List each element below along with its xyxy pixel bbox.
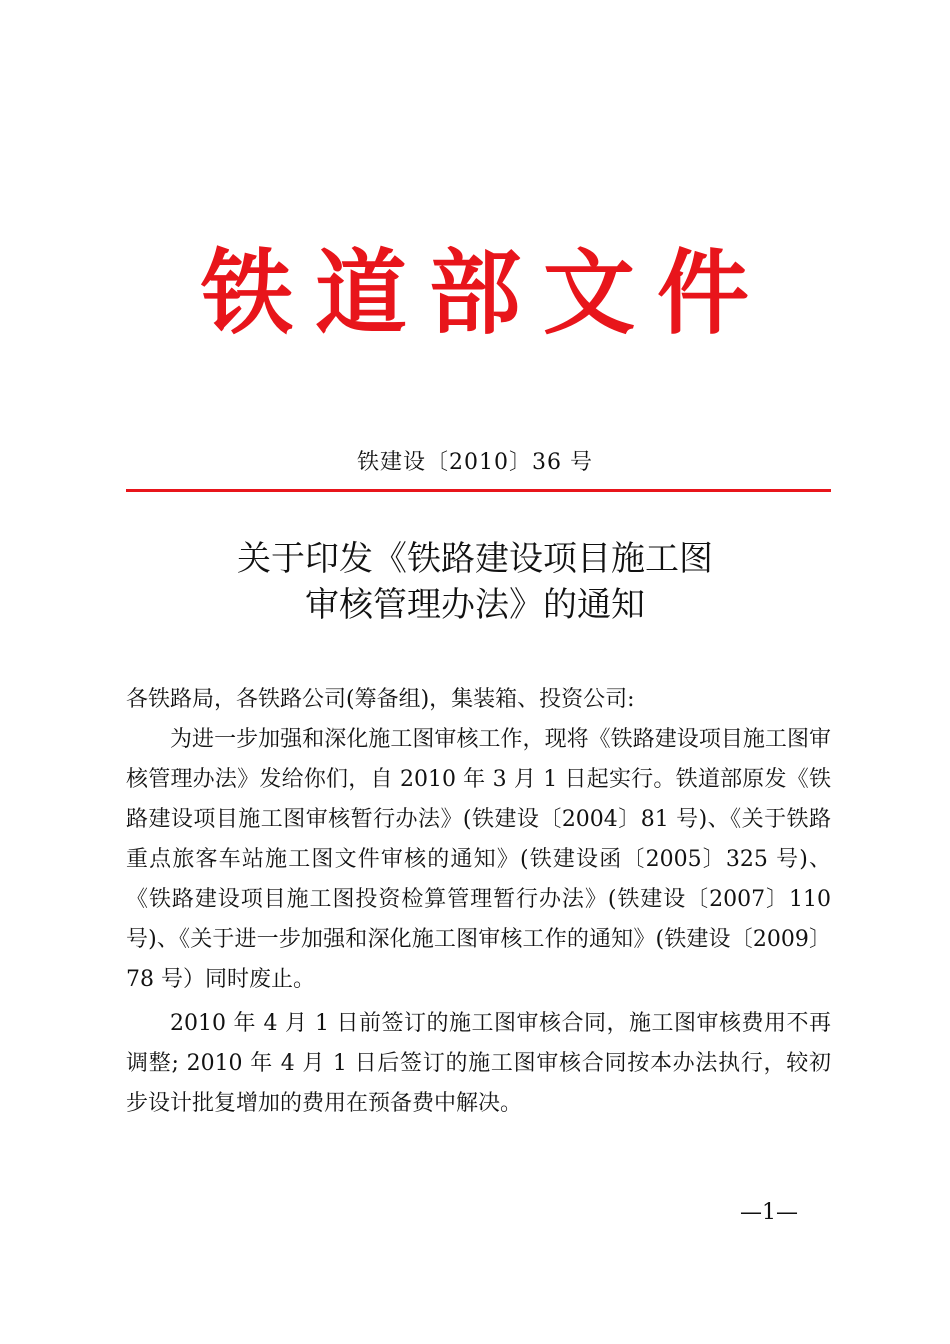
title-line-2: 审核管理办法》的通知 [305,585,645,625]
body-paragraph-2: 2010 年 4 月 1 日前签订的施工图审核合同，施工图审核费用不再调整; 2010 年 4 月 1 日后签订的施工图审核合同按本办法执行，较初步设计批复增加的费用在预备费中解决。 [126,1011,831,1116]
salutation: 各铁路局，各铁路公司(筹备组)，集装箱、投资公司: [126,687,635,712]
document-number: 铁建设〔2010〕36 号 [357,450,593,475]
red-divider [126,489,831,492]
page-number: —1— [740,1200,798,1225]
document-body [126,680,831,1124]
body-paragraph-1: 为进一步加强和深化施工图审核工作，现将《铁路建设项目施工图审核管理办法》发给你们，自 2010 年 3 月 1 日起实行。铁道部原发《铁路建设项目施工图审核暂行办法》(铁建设〔2004〕81 号)、《关于铁路重点旅客车站施工图文件审核的通知》(铁建设函〔2005〕325 号)、《铁路建设项目施工图投资检算管理暂行办法》(铁建设〔2007〕110 号)、《关于进一步加强和深化施工图审核工作的通知》(铁建设〔2009〕78 号）同时废止。 [126,727,831,992]
document-masthead: 铁道部文件 [200,239,771,347]
title-line-1: 关于印发《铁路建设项目施工图 [237,539,713,579]
document-title [0,536,950,628]
